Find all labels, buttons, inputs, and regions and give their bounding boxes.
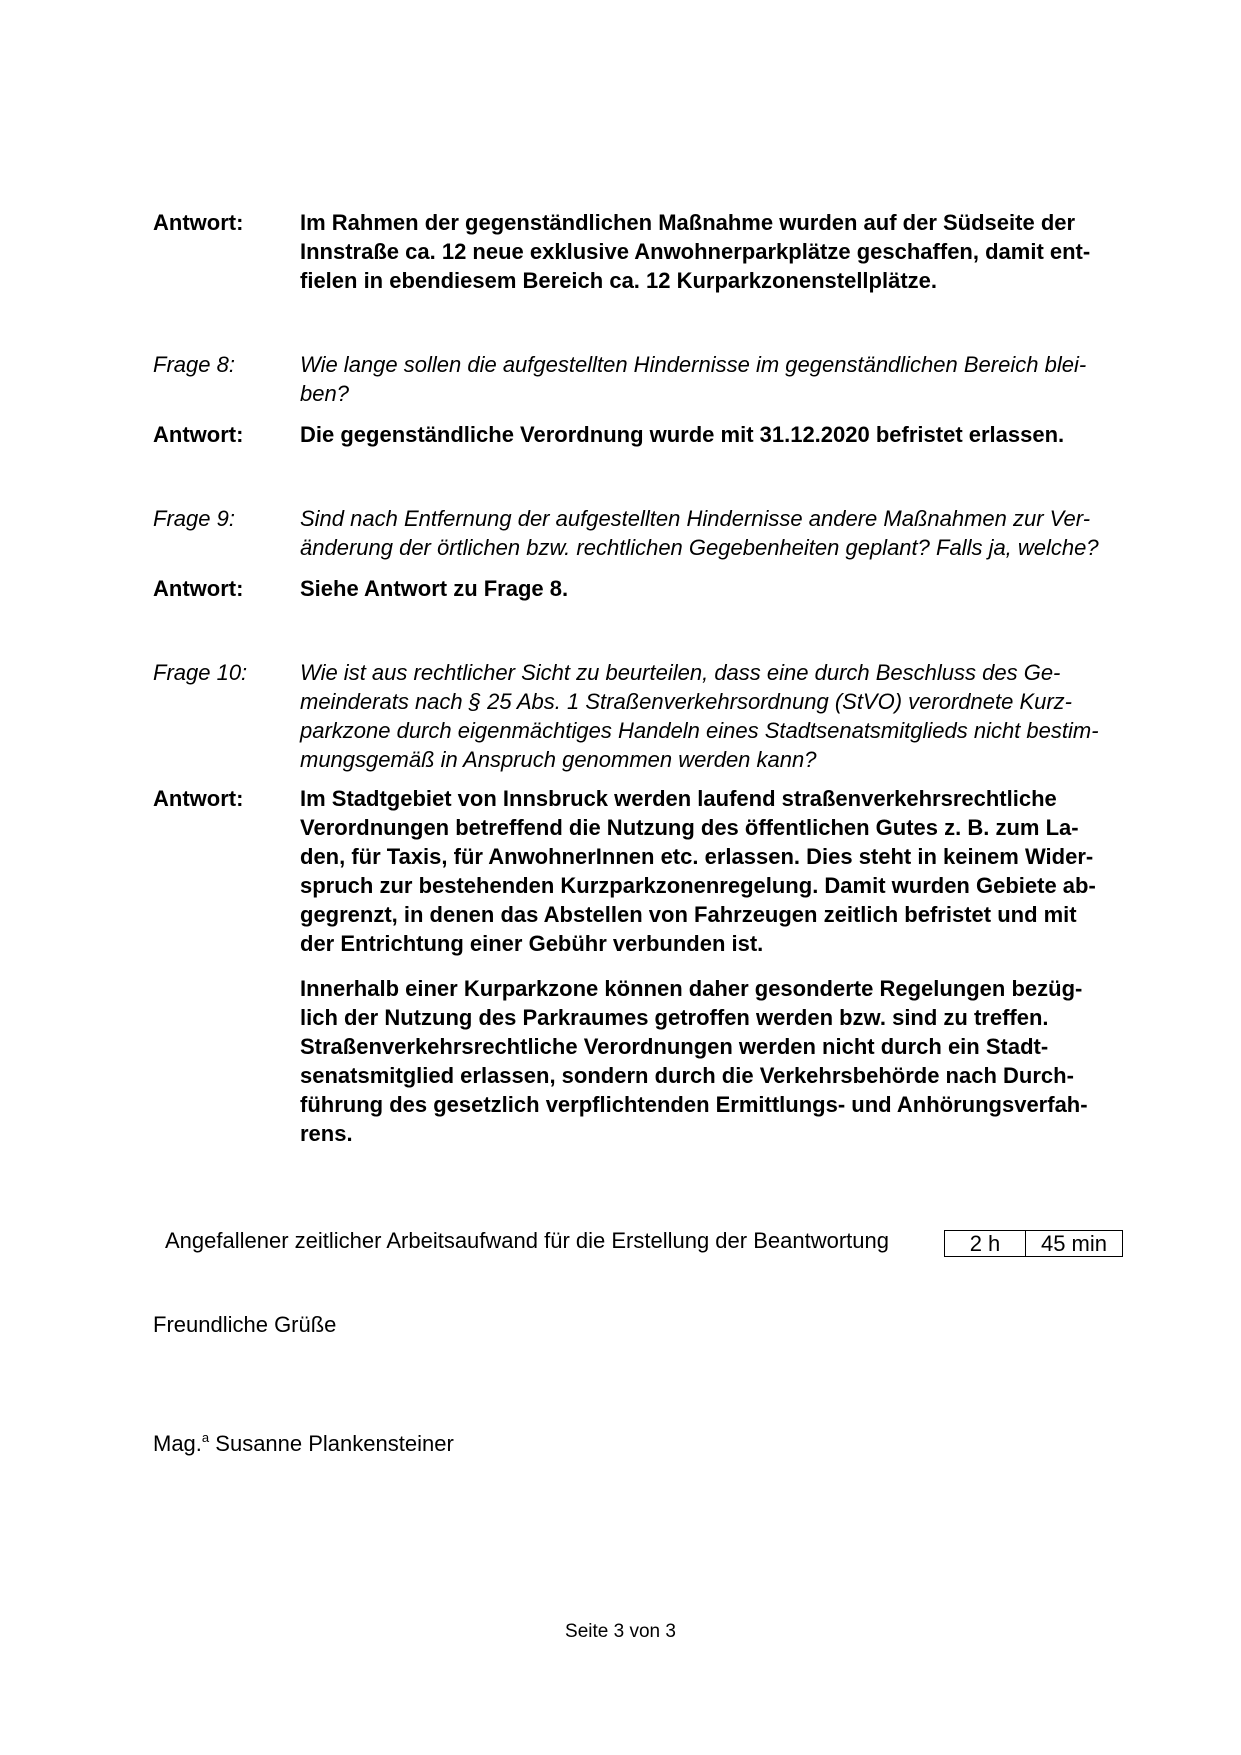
page-number: Seite 3 von 3 <box>565 1621 676 1642</box>
answer-label: Antwort: <box>153 576 244 601</box>
text-line: Verordnungen betreffend die Nutzung des öffentlichen Gutes z. B. zum La- <box>300 815 1079 840</box>
text-line: Siehe Antwort zu Frage 8. <box>300 576 569 601</box>
text-line: ben? <box>300 381 349 406</box>
question-label: Frage 8: <box>153 352 235 377</box>
text-line: führung des gesetzlich verpflichtenden Ermittlungs- und Anhörungsverfah- <box>300 1092 1088 1117</box>
text-line: Die gegenständliche Verordnung wurde mit 31.12.2020 befristet erlassen. <box>300 422 1065 447</box>
question-9-text <box>300 504 1138 562</box>
question-label: Frage 10: <box>153 660 248 685</box>
text-line: den, für Taxis, für AnwohnerInnen etc. erlassen. Dies steht in keinem Wider- <box>300 844 1094 869</box>
answer-label: Antwort: <box>153 422 244 447</box>
text-line: spruch zur bestehenden Kurzparkzonenregelung. Damit wurden Gebiete ab- <box>300 873 1096 898</box>
text-line: Straßenverkehrsrechtliche Verordnungen werden nicht durch ein Stadt- <box>300 1034 1049 1059</box>
answer-10-text <box>300 784 1138 1148</box>
text-line: Wie lange sollen die aufgestellten Hindernisse im gegenständlichen Bereich blei- <box>300 352 1087 377</box>
answer-block-7 <box>153 208 1138 295</box>
question-block-8 <box>153 350 1138 408</box>
signature-name: Susanne Plankensteiner <box>215 1431 454 1456</box>
signature <box>153 1423 454 1458</box>
effort-label: Angefallener zeitlicher Arbeitsaufwand für die Erstellung der Beantwortung <box>165 1228 889 1253</box>
effort-table <box>944 1230 1123 1257</box>
text-line: fielen in ebendiesem Bereich ca. 12 Kurparkzonenstellplätze. <box>300 268 938 293</box>
answer-8-text <box>300 420 1138 449</box>
closing-greeting: Freundliche Grüße <box>153 1312 337 1337</box>
effort-hours: 2 h <box>945 1231 1026 1256</box>
answer-7-text <box>300 208 1138 295</box>
text-line: meinderats nach § 25 Abs. 1 Straßenverkehrsordnung (StVO) verordnete Kurz- <box>300 689 1073 714</box>
text-line: senatsmitglied erlassen, sondern durch die Verkehrsbehörde nach Durch- <box>300 1063 1074 1088</box>
answer-label: Antwort: <box>153 786 244 811</box>
text-line: gegrenzt, in denen das Abstellen von Fahrzeugen zeitlich befristet und mit <box>300 902 1077 927</box>
answer-label: Antwort: <box>153 210 244 235</box>
text-line: parkzone durch eigenmächtiges Handeln eines Stadtsenatsmitglieds nicht bestim- <box>300 718 1099 743</box>
text-line: Im Stadtgebiet von Innsbruck werden laufend straßenverkehrsrechtliche <box>300 786 1057 811</box>
question-10-text <box>300 658 1138 774</box>
signature-title-sup: a <box>201 1430 210 1445</box>
text-line: Sind nach Entfernung der aufgestellten Hindernisse andere Maßnahmen zur Ver- <box>300 506 1091 531</box>
answer-block-9 <box>153 574 1138 603</box>
text-line: mungsgemäß in Anspruch genommen werden kann? <box>300 747 817 772</box>
text-line: der Entrichtung einer Gebühr verbunden ist. <box>300 931 764 956</box>
text-line: Innstraße ca. 12 neue exklusive Anwohnerparkplätze geschaffen, damit ent- <box>300 239 1091 264</box>
answer-block-8 <box>153 420 1138 449</box>
signature-title: Mag. <box>153 1431 202 1456</box>
effort-minutes: 45 min <box>1040 1231 1108 1256</box>
question-8-text <box>300 350 1138 408</box>
answer-block-10 <box>153 784 1138 1148</box>
text-line: Wie ist aus rechtlicher Sicht zu beurteilen, dass eine durch Beschluss des Ge- <box>300 660 1061 685</box>
question-block-10 <box>153 658 1138 774</box>
text-line: Im Rahmen der gegenständlichen Maßnahme wurden auf der Südseite der <box>300 210 1076 235</box>
text-line: rens. <box>300 1121 353 1146</box>
text-line: lich der Nutzung des Parkraumes getroffen werden bzw. sind zu treffen. <box>300 1005 1049 1030</box>
question-block-9 <box>153 504 1138 562</box>
text-line: änderung der örtlichen bzw. rechtlichen Gegebenheiten geplant? Falls ja, welche? <box>300 535 1099 560</box>
question-label: Frage 9: <box>153 506 235 531</box>
text-line: Innerhalb einer Kurparkzone können daher gesonderte Regelungen bezüg- <box>300 976 1083 1001</box>
answer-9-text <box>300 574 1138 603</box>
